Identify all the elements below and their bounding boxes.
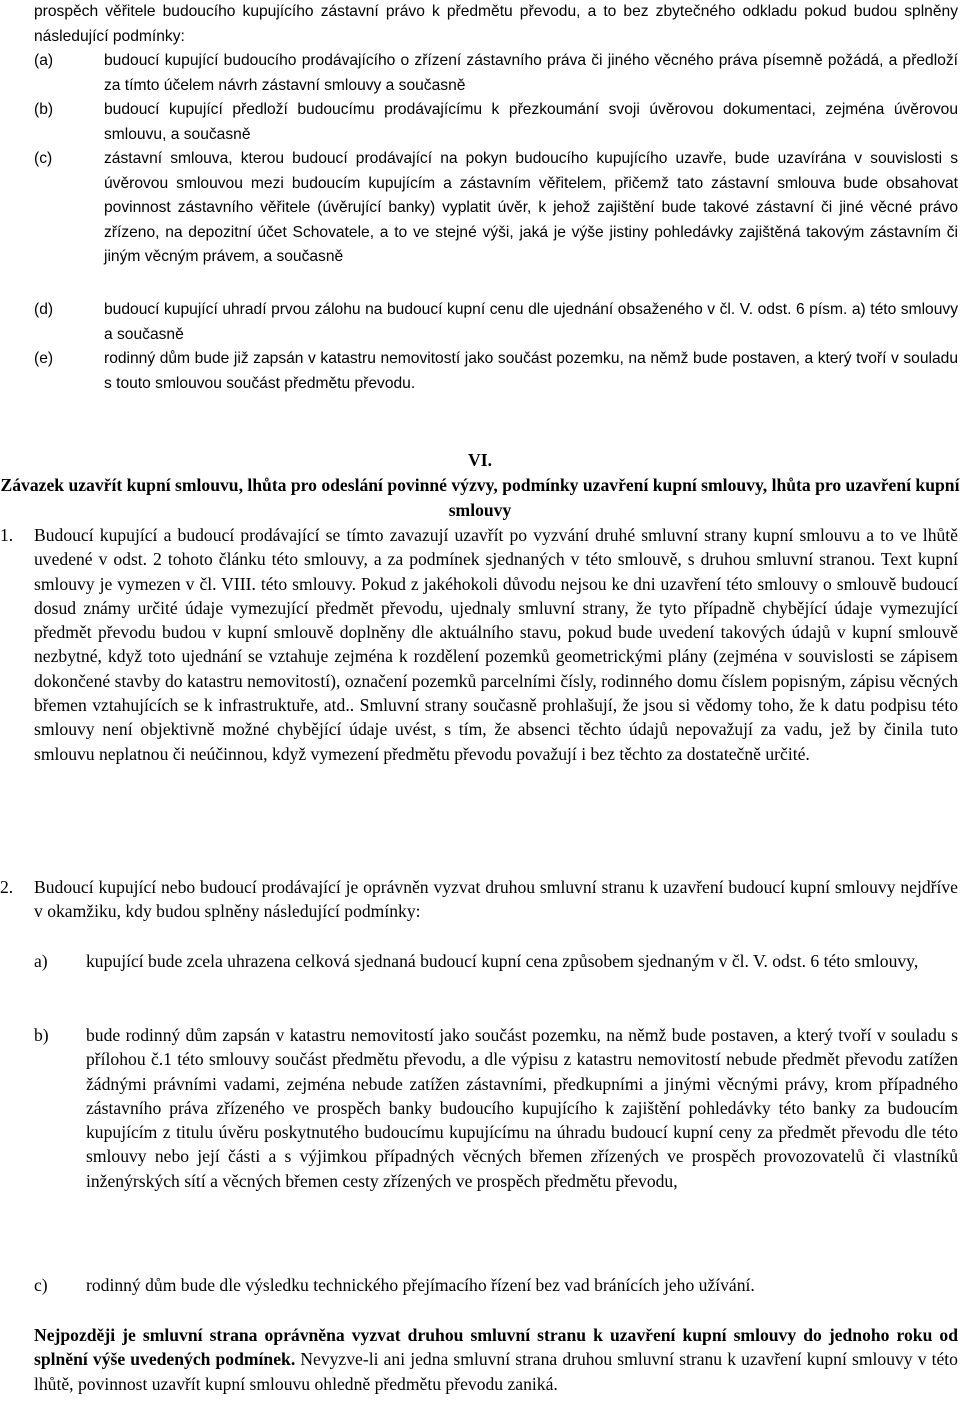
condition-label: (d) <box>34 301 54 318</box>
paragraph-text: Budoucí kupující a budoucí prodávající se tímto zavazují uzavřít po vyzvání druhé smluvní strany kupní smlouvu a to ve lhůtě uvedené v odst. 2 tohoto článku této smlouvy, a za podmínek sjednaných v této smlouvě, s druhou smluvní stranou. Text kupní smlouvy je vymezen v čl. VIII. této smlouvy. Pokud z jakéhokoli důvodu nejsou ke dni uzavření této smlouvy o smlouvě budoucí dosud známy určité údaje vymezující předmět převodu, ujednaly smluvní strany, že tyto případně chybějící údaje vymezující předmět převodu budou v kupní smlouvě doplněny dle aktuálního stavu, pokud bude uvedení takových údajů v kupní smlouvě nezbytné, když toto ujednání se vztahuje zejména k rozdělení pozemků geometrickými plány (zejména v souvislosti se zápisem dokončené stavby do katastru nemovitostí), označení pozemků parcelními čísly, rodinného domu číslem popisným, zápisu věcných břemen vztahujících se k infrastruktuře, atd.. Smluvní strany současně prohlašují, že jsou si vědomy toho, že k datu podpisu této smlouvy není objektivně možné chybějící údaje uvést, s tím, že absenci těchto údajů nepovažují za vadu, jež by činila tuto smlouvu neplatnou či neúčinnou, když vymezení předmětu převodu považují i bez těchto za dostatečně určité. <box>34 525 958 764</box>
section-title: Závazek uzavřít kupní smlouvu, lhůta pro odeslání povinné výzvy, podmínky uzavření kupní smlouvy, lhůta pro uzavření kupní smlouvy <box>0 475 960 520</box>
subcondition-text: rodinný dům bude dle výsledku technického přejímacího řízení bez vad bránících jeho užívání. <box>86 1275 755 1295</box>
condition-label: (a) <box>34 52 54 69</box>
subcondition-label: c) <box>34 1275 48 1295</box>
condition-label: (e) <box>34 350 54 367</box>
condition-text: rodinný dům bude již zapsán v katastru nemovitostí jako součást pozemku, na němž bude postaven, a který tvoří v souladu s touto smlouvou součást předmětu převodu. <box>104 350 958 392</box>
section-number: VI. <box>468 450 492 470</box>
condition-text: budoucí kupující uhradí prvou zálohu na budoucí kupní cenu dle ujednání obsaženého v čl. V. odst. 6 písm. a) této smlouvy a současně <box>104 301 958 343</box>
condition-text: budoucí kupující budoucího prodávajícího o zřízení zástavního práva či jiného věcného práva písemně požádá, a předloží za tímto účelem návrh zástavní smlouvy a současně <box>104 52 958 94</box>
condition-label: (c) <box>34 150 53 167</box>
closing-bold-text: Nejpozději je smluvní strana oprávněna vyzvat druhou smluvní stranu k uzavření kupní smlouvy do jednoho roku od splnění výše uvedených podmínek. <box>34 1325 958 1370</box>
condition-label: (b) <box>34 101 54 118</box>
condition-text: zástavní smlouva, kterou budoucí prodávající na pokyn budoucího kupujícího uzavře, bude uzavírána v souvislosti s úvěrovou smlouvou mezi budoucím kupujícím a zástavním věřitelem, přičemž tato zástavní smlouva bude obsahovat povinnost zástavního věřitele (úvěrující banky) vyplatit úvěr, k jehož zajištění bude takové zástavní či jiné věcné právo zřízeno, na depozitní účet Schovatele, a to ve stejné výši, jaká je výše jistiny pohledávky zajištěná takovým zástavním či jiným věcným právem, a současně <box>104 150 958 265</box>
paragraph-text: Budoucí kupující nebo budoucí prodávající je oprávněn vyzvat druhou smluvní stranu k uzavření budoucí kupní smlouvy nejdříve v okamžiku, kdy budou splněny následující podmínky: <box>34 877 958 922</box>
paragraph-number: 1. <box>0 525 14 545</box>
subcondition-text: kupující bude zcela uhrazena celková sjednaná budoucí kupní cena způsobem sjednaným v čl. V. odst. 6 této smlouvy, <box>86 951 919 971</box>
subcondition-label: b) <box>34 1025 49 1045</box>
condition-text: budoucí kupující předloží budoucímu prodávajícímu k přezkoumání svoji úvěrovou dokumentaci, zejména úvěrovou smlouvu, a současně <box>104 101 958 143</box>
paragraph-number: 2. <box>0 877 14 897</box>
closing-paragraph <box>34 1323 958 1396</box>
subcondition-label: a) <box>34 951 48 971</box>
closing-normal-text: Nevyzve-li ani jedna smluvní strana druhou smluvní stranu k uzavření kupní smlouvy v této lhůtě, povinnost uzavřít kupní smlouvu ohledně předmětu převodu zaniká. <box>34 1349 958 1394</box>
intro-text: prospěch věřitele budoucího kupujícího zástavní právo k předmětu převodu, a to bez zbytečného odkladu pokud budou splněny následující podmínky: <box>34 3 958 45</box>
subcondition-text: bude rodinný dům zapsán v katastru nemovitostí jako součást pozemku, na němž bude postaven, a který tvoří v souladu s přílohou č.1 této smlouvy součást předmětu převodu, a dle výpisu z katastru nemovitostí nebude předmět převodu zatížen žádnými právními vadami, zejména nebude zatížen zástavními, předkupními a jinými věcnými právy, krom případného zástavního práva zřízeného ve prospěch banky budoucího kupujícího k zajištění pohledávky této banky za budoucím kupujícím z titulu úvěru poskytnutého budoucímu kupujícímu na úhradu budoucí kupní ceny za předmět převodu dle této smlouvy nebo její části a s výjimkou případných věcných břemen zřízených ve prospěch provozovatelů či vlastníků inženýrských sítí a věcných břemen cesty zřízených ve prospěch předmětu převodu, <box>86 1025 958 1191</box>
